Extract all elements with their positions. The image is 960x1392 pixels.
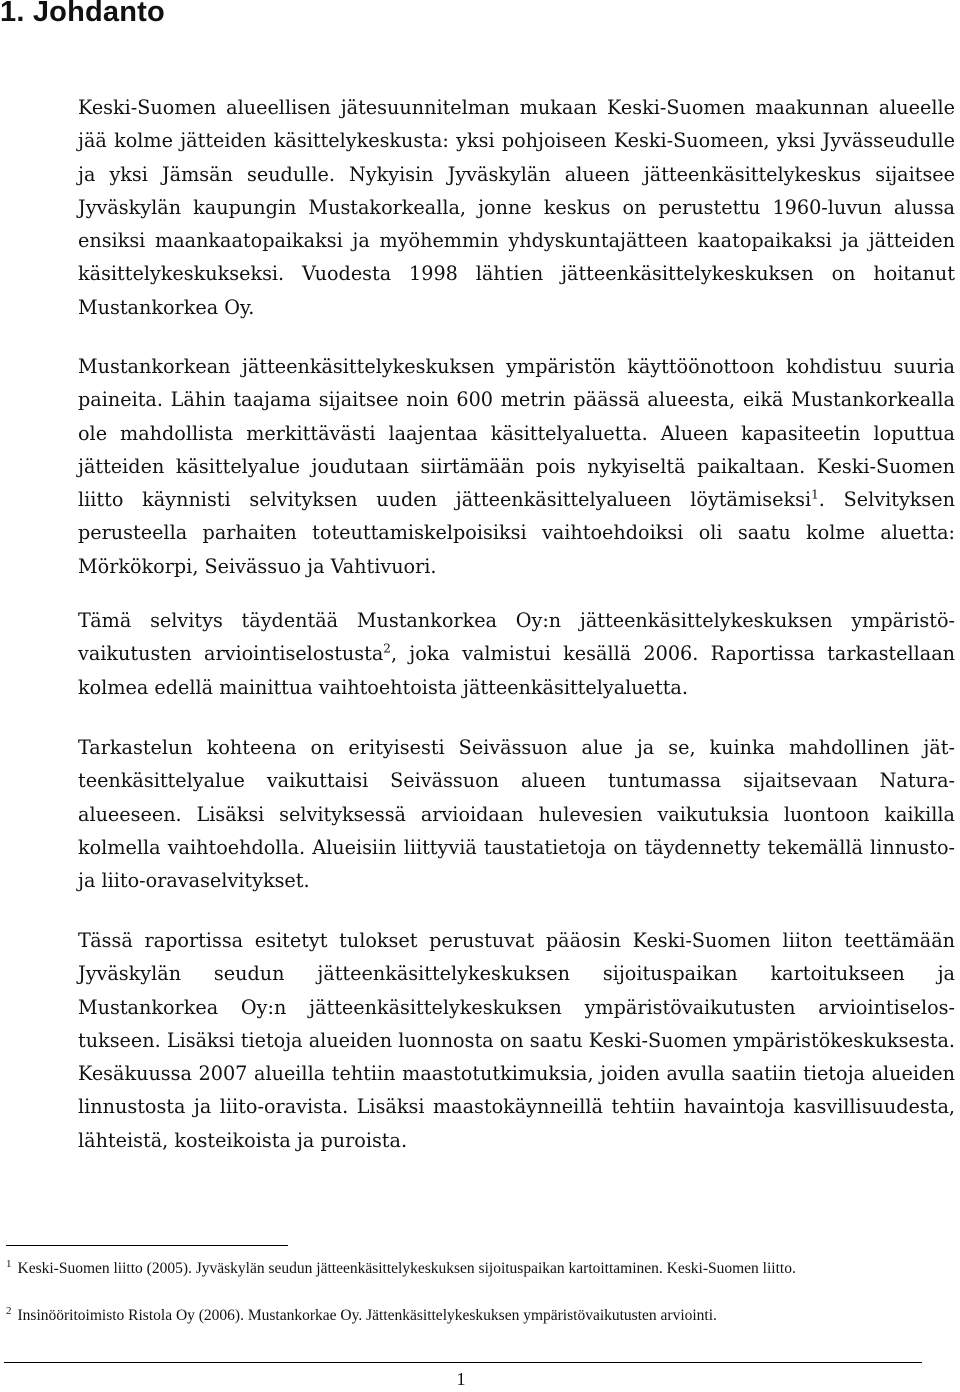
footnote-mark: 2	[6, 1304, 12, 1317]
paragraph-pressures	[78, 350, 955, 583]
paragraph-text: , joka valmistui kesällä 2006. Raportissa tarkastellaan kolmea edellä mainittua vaihtoehtoista jätteenkäsittelyaluetta.	[78, 642, 955, 699]
footnote-1	[6, 1258, 936, 1279]
paragraph-supplement	[78, 604, 955, 704]
footnote-text: Keski-Suomen liitto (2005). Jyväskylän seudun jätteenkäsittelykeskuksen sijoituspaikan kartoittaminen. Keski-Suomen liitto.	[17, 1260, 796, 1277]
page-title: 1. Johdanto	[0, 0, 165, 28]
paragraph-text: . Selvityksen perusteella parhaiten toteuttamiskelpoisiksi vaihtoehdoiksi oli saatu kolme aluetta: Mörkökorpi, Seivässuo ja Vahtivuori.	[78, 488, 955, 578]
page-number: 1	[456, 1369, 466, 1389]
paragraph-sources: Tässä raportissa esitetyt tulokset perustuvat pääosin Keski-Suomen liiton teettämään Jyväskylän seudun jätteenkäsittelykeskuksen sijoituspaikan kartoitukseen ja Mustankorkea Oy:n jätteenkäsittelykeskuksen ympäristövaikutusten arviointiselostukseen. Lisäksi tietoja alueiden luonnosta on saatu Keski-Suomen ympäristökeskuksesta. Kesäkuussa 2007 alueilla tehtiin maastotutkimuksia, joiden avulla saatiin tietoja alueiden linnustosta ja liito-oravista. Lisäksi maastokäynneillä tehtiin havaintoja kasvillisuudesta, lähteistä, kosteikoista ja puroista.	[78, 929, 955, 1152]
paragraph-text: Tämä selvitys täydentää Mustankorkea Oy:n jätteenkäsittelykeskuksen ympäristövaikutusten arviointiselostusta	[78, 609, 955, 666]
footnote-2	[6, 1305, 936, 1326]
page-footer-divider	[4, 1362, 922, 1363]
paragraph-text: Mustankorkean jätteenkäsittelykeskuksen ympäristön käyttöönottoon kohdistuu suuria paineita. Lähin taajama sijaitsee noin 600 metrin päässä alueesta, eikä Mustankorkealla ole mahdollista merkittävästi laajentaa käsittelyaluetta. Alueen kapasiteetin loputtua jätteiden käsittelyalue joudutaan siirtämään pois nykyiseltä paikaltaan. Keski-Suomen liitto käynnisti selvityksen uuden jätteenkäsittelyalueen löytämiseksi	[78, 355, 955, 512]
paragraph-natura: Tarkastelun kohteena on erityisesti Seivässuon alue ja se, kuinka mahdollinen jätteenkäsittelyalue vaikuttaisi Seivässuon alueen tuntumassa sijaitsevaan Natura-alueeseen. Lisäksi selvityksessä arvioidaan hulevesien vaikutuksia luontoon kaikilla kolmella vaihtoehdolla. Alueisiin liittyviä taustatietoja on täydennetty tekemällä linnusto- ja liito-oravaselvitykset.	[78, 736, 955, 893]
footnote-mark: 1	[6, 1257, 12, 1270]
footnote-text: Insinööritoimisto Ristola Oy (2006). Mustankorkae Oy. Jättenkäsittelykeskuksen ympäristövaikutusten arviointi.	[17, 1307, 717, 1324]
paragraph-intro: Keski-Suomen alueellisen jätesuunnitelman mukaan Keski-Suomen maakunnan alueelle jää kolme jätteiden käsittelykeskusta: yksi pohjoiseen Keski-Suomeen, yksi Jyvässeudulle ja yksi Jämsän seudulle. Nykyisin Jyväskylän alueen jätteenkäsittelykeskus sijaitsee Jyväskylän kaupungin Mustakorkealla, jonne keskus on perustettu 1960-luvun alussa ensiksi maankaatopaikaksi ja myöhemmin yhdyskuntajätteen kaatopaikaksi ja jätteiden käsittelykeskukseksi. Vuodesta 1998 lähtien jätteenkäsittelykeskuksen on hoitanut Mustankorkea Oy.	[78, 96, 955, 319]
footnote-reference-2[interactable]: 2	[383, 641, 391, 656]
footnote-divider	[6, 1245, 288, 1246]
footnote-reference-1[interactable]: 1	[811, 487, 819, 502]
